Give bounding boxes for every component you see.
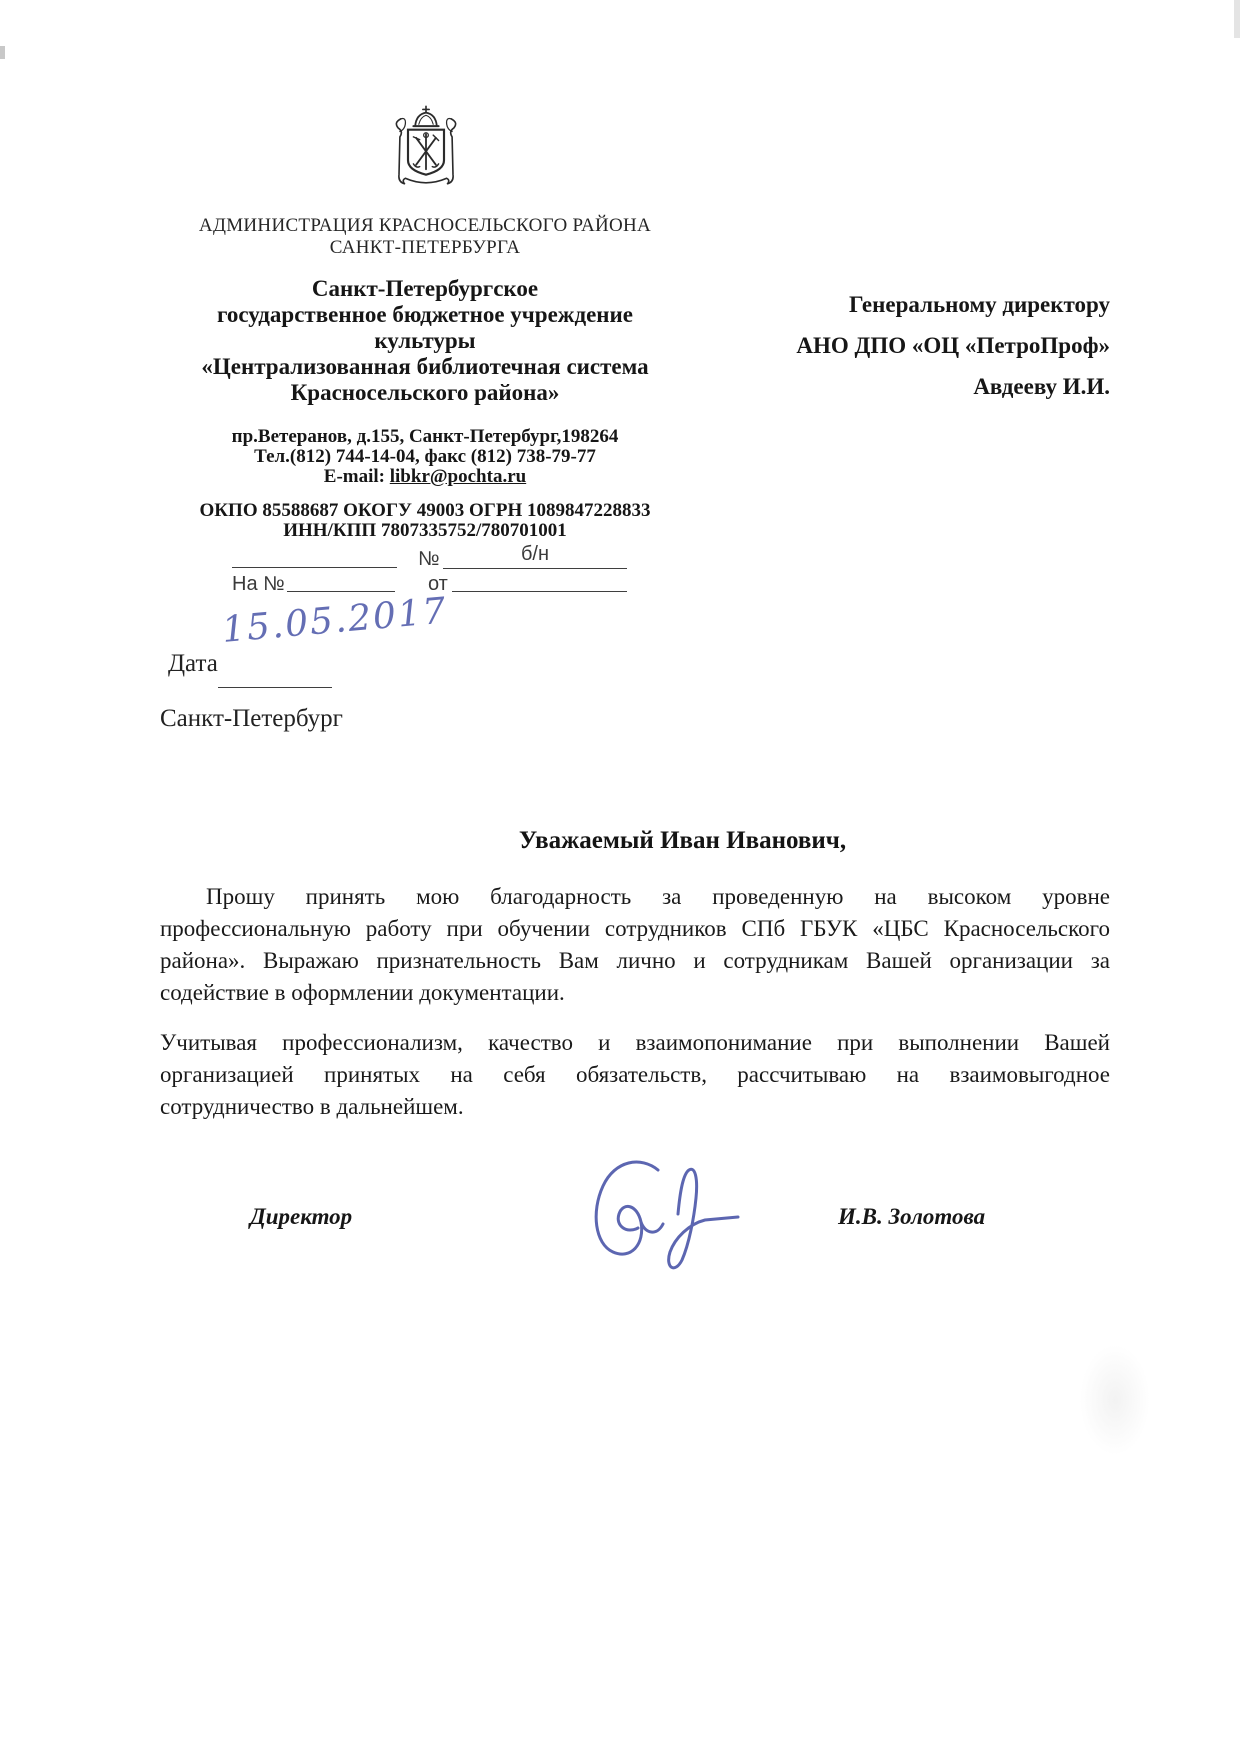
reply-number-label: На № — [232, 573, 285, 595]
organization-line: «Централизованная библиотечная система — [201, 354, 649, 379]
email-line — [160, 467, 690, 487]
signature-stroke — [596, 1162, 738, 1268]
handwritten-date: 15.05.2017 — [220, 590, 450, 651]
paragraph-line: Прошу принять мою благодарность за проведенную на высоком уровне — [206, 884, 1110, 909]
paragraph-line: сотрудничество в дальнейшем. — [160, 1094, 464, 1119]
addressee-organization: АНО ДПО «ОЦ «ПетроПроф» — [796, 333, 1110, 358]
registration-codes — [160, 501, 690, 541]
email-label: E-mail: — [323, 466, 385, 487]
addressee-block — [796, 284, 1110, 407]
administration-line1: АДМИНИСТРАЦИЯ КРАСНОСЕЛЬСКОГО РАЙОНА — [198, 215, 652, 236]
organization-line: государственное бюджетное учреждение — [216, 302, 634, 327]
reply-from-label: от — [428, 573, 448, 595]
number-sign-label: № — [418, 548, 440, 570]
administration-name — [160, 215, 690, 259]
email-address: libkr@pochta.ru — [389, 466, 527, 487]
administration-line2: САНКТ-ПЕТЕРБУРГА — [329, 237, 521, 258]
paragraph-line: района». Выражаю признательность Вам лично и сотрудникам Вашей организации за — [160, 948, 1110, 973]
body-paragraph-1 — [160, 881, 1110, 1009]
reply-number-rule — [287, 591, 395, 592]
reply-date-rule — [452, 591, 627, 592]
addressee-name: Авдееву И.И. — [973, 374, 1110, 399]
contact-block — [160, 427, 690, 487]
paragraph-line: организацией принятых на себя обязательств, рассчитываю на взаимовыгодное — [160, 1062, 1110, 1087]
paragraph-line: Учитывая профессионализм, качество и взаимопонимание при выполнении Вашей — [160, 1030, 1110, 1055]
codes-line1: ОКПО 85588687 ОКОГУ 49003 ОГРН 1089847228833 — [199, 500, 651, 521]
scan-artifact — [0, 46, 5, 59]
date-underline — [218, 687, 332, 688]
outgoing-number-field — [443, 543, 627, 569]
body-paragraph-2 — [160, 1027, 1110, 1123]
codes-line2: ИНН/КПП 7807335752/780701001 — [283, 520, 567, 541]
city-name: Санкт-Петербург — [160, 705, 343, 732]
scan-artifact — [1234, 0, 1240, 38]
salutation: Уважаемый Иван Иванович, — [518, 827, 847, 854]
scan-artifact — [1080, 1345, 1150, 1455]
phone-fax-line: Тел.(812) 744-14-04, факс (812) 738-79-77 — [254, 446, 596, 467]
organization-name — [160, 276, 690, 406]
outgoing-date-rule — [232, 567, 397, 568]
organization-line: Санкт-Петербургское — [311, 276, 539, 301]
outgoing-number-value: б/н — [520, 543, 550, 565]
addressee-position: Генеральному директору — [849, 292, 1110, 317]
signer-name: И.В. Золотова — [838, 1204, 986, 1229]
paragraph-line: содействие в оформлении документации. — [160, 980, 565, 1005]
paragraph-line: профессиональную работу при обучении сотрудников СПб ГБУК «ЦБС Красносельского — [160, 916, 1110, 941]
organization-line: культуры — [374, 328, 476, 353]
postal-address: пр.Ветеранов, д.155, Санкт-Петербург,198264 — [231, 426, 619, 447]
handwritten-signature-icon — [575, 1152, 780, 1282]
date-label: Дата — [168, 650, 218, 677]
signer-title: Директор — [250, 1204, 353, 1229]
coat-of-arms-icon — [381, 104, 471, 204]
organization-line: Красносельского района» — [290, 380, 560, 405]
